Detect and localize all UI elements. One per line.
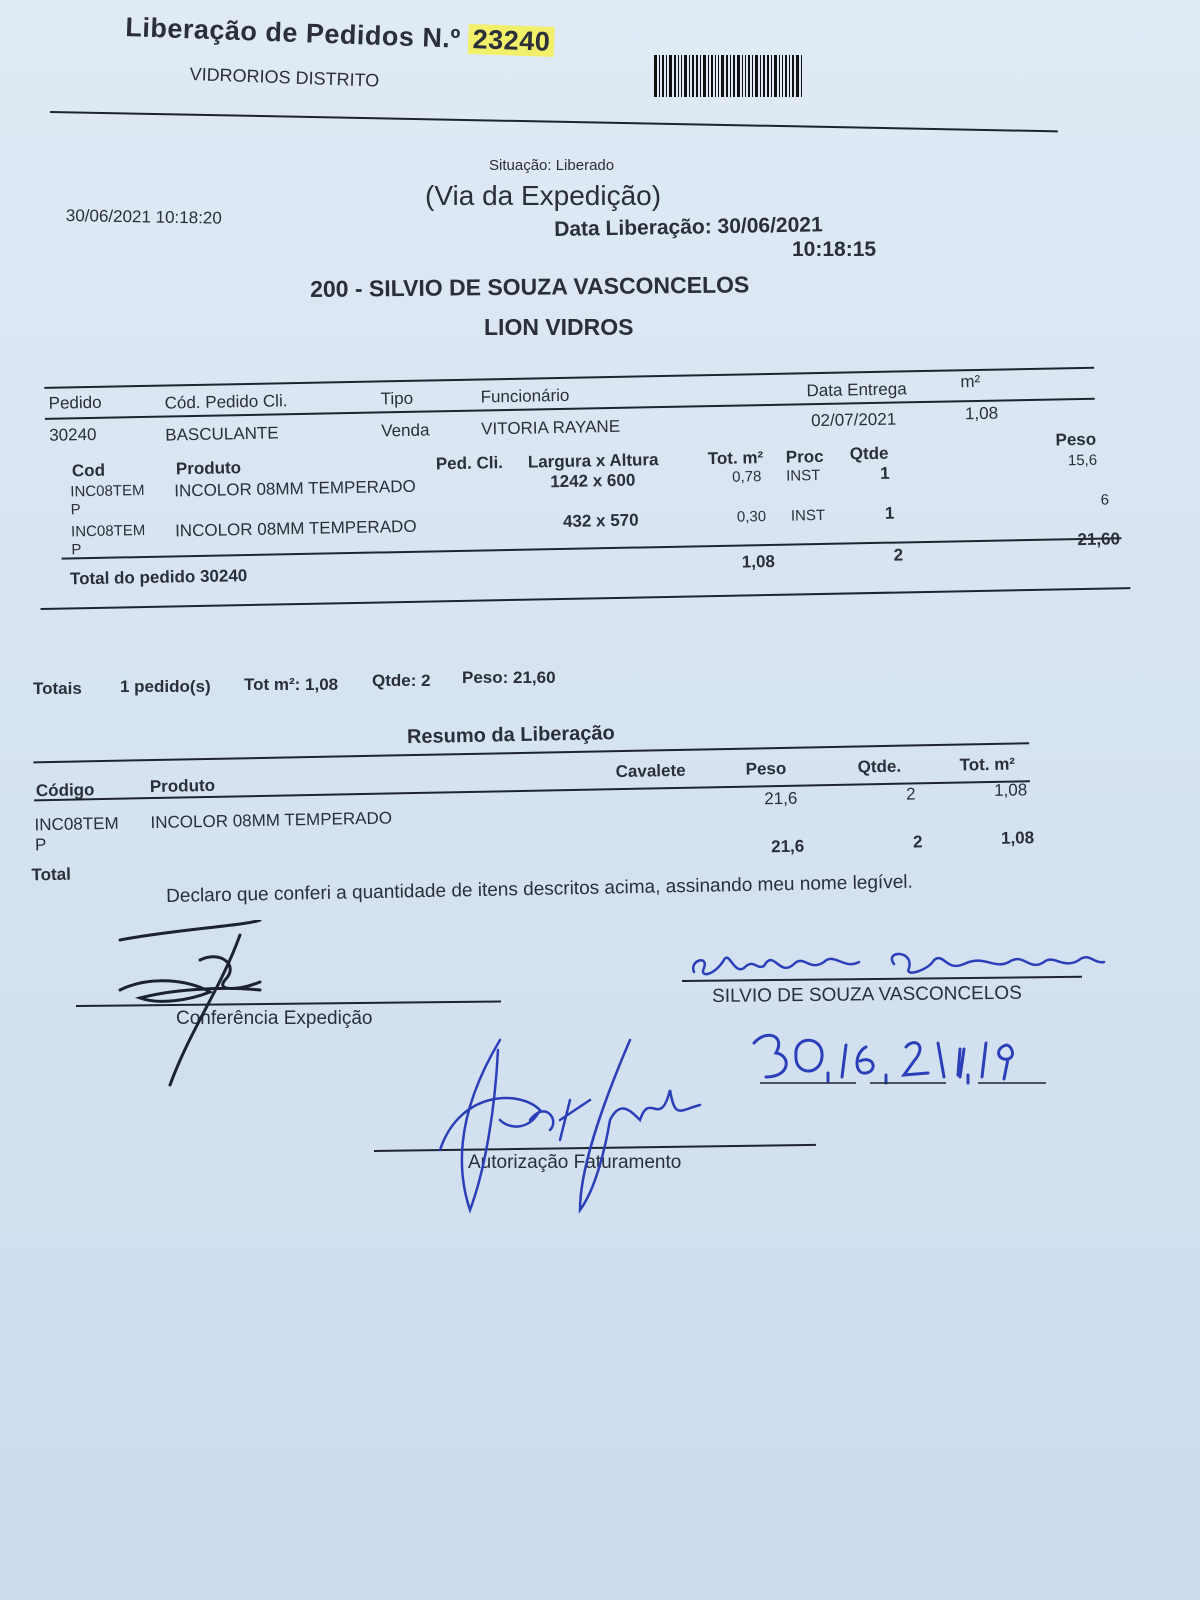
order-data-entrega: 02/07/2021 [810,409,897,431]
order-total-label: Total do pedido 30240 [69,566,248,589]
order-funcionario: VITORIA RAYANE [481,416,621,439]
autorizacao-signature [430,1030,730,1230]
copy-label: (Via da Expedição) [425,180,662,211]
handwritten-date [746,1025,1106,1090]
status-text: Situação: Liberado [489,157,615,174]
col-tipo: Tipo [380,388,414,409]
order-m2: 1,08 [964,403,999,424]
totals-m2: Tot m²: 1,08 [244,675,339,694]
items-col-largura-altura: Largura x Altura [527,450,659,472]
summary-row-peso: 21,6 [764,788,798,809]
summary-col-cavalete: Cavalete [615,760,686,782]
summary-row-tot-m2: 1,08 [993,780,1028,800]
item-1-proc: INST [785,467,821,485]
item-1-cod: INC08TEM [70,481,145,501]
summary-row-produto: INCOLOR 08MM TEMPERADO [150,808,393,833]
item-2-cod: INC08TEM [70,521,146,541]
items-col-ped-cli: Ped. Cli. [435,453,504,474]
item-1-tot-m2: 0,78 [732,468,762,486]
order-total-m2: 1,08 [741,551,776,572]
item-2-qtde: 1 [884,503,895,523]
release-date: Data Liberação: 30/06/2021 [554,213,823,241]
item-2-cod-suffix: P [71,541,82,559]
col-funcionario: Funcionário [480,385,570,407]
client-handwritten-signature [684,940,1124,990]
item-1-qtde: 1 [879,463,890,483]
summary-row-qtde: 2 [905,784,916,804]
item-2-proc: INST [790,506,826,525]
items-col-tot-m2: Tot. m² [707,448,764,469]
release-time: 10:18:15 [792,238,877,261]
summary-col-qtde: Qtde. [857,756,902,777]
order-total-qtde: 2 [893,545,904,565]
summary-row-cod-suffix: P [34,835,47,855]
order-cod-pedido-cli: BASCULANTE [165,423,279,445]
client-signature-name: SILVIO DE SOUZA VASCONCELOS [712,982,1022,1007]
client-company: LION VIDROS [484,314,634,340]
summary-col-codigo: Código [35,780,95,801]
col-data-entrega: Data Entrega [806,379,907,401]
autorizacao-label: Autorização Faturamento [468,1152,682,1173]
summary-total-peso: 21,6 [770,836,805,857]
items-col-cod: Cod [71,460,106,481]
summary-total-qtde: 2 [912,832,923,852]
item-1-dims: 1242 x 600 [550,470,636,492]
client-name: 200 - SILVIO DE SOUZA VASCONCELOS [310,271,750,302]
summary-total-tot-m2: 1,08 [1000,828,1035,848]
title-prefix: Liberação de Pedidos N.º [124,12,462,54]
col-cod-pedido-cli: Cód. Pedido Cli. [164,391,288,413]
item-2-tot-m2: 0,30 [736,508,767,526]
summary-title: Resumo da Liberação [406,722,615,749]
summary-row-cod: INC08TEM [34,813,119,835]
declaration-text: Declaro que conferi a quantidade de itens descritos acima, assinando meu nome legível. [166,871,913,907]
summary-total-label: Total [31,864,72,885]
item-1-produto: INCOLOR 08MM TEMPERADO [174,476,416,501]
item-2-produto: INCOLOR 08MM TEMPERADO [174,516,417,541]
col-pedido: Pedido [48,392,102,413]
totals-label: Totais [33,679,82,698]
item-1-peso: 15,6 [1067,451,1098,470]
summary-col-tot-m2: Tot. m² [959,754,1016,775]
item-1-cod-suffix: P [70,501,81,519]
items-col-peso: Peso [1055,429,1097,450]
totals-qtde: Qtde: 2 [372,671,431,690]
print-datetime: 30/06/2021 10:18:20 [65,206,222,228]
order-pedido: 30240 [49,424,97,445]
company-name: VIDRORIOS DISTRITO [189,64,380,91]
order-tipo: Venda [381,420,430,441]
items-col-proc: Proc [785,446,824,467]
totals-peso: Peso: 21,60 [462,668,556,687]
items-col-produto: Produto [175,458,242,479]
summary-col-peso: Peso [745,758,787,779]
summary-col-produto: Produto [149,775,216,797]
item-2-peso: 6 [1100,491,1110,509]
item-2-dims: 432 x 570 [562,510,639,531]
order-total-peso: 21,60 [1077,529,1121,550]
totals-pedidos: 1 pedido(s) [120,677,211,696]
items-col-qtde: Qtde [849,443,889,464]
conferencia-label: Conferência Expedição [176,1008,373,1029]
order-number: 23240 [468,24,555,57]
col-m2: m² [960,371,981,392]
conferencia-signature [100,920,300,1090]
